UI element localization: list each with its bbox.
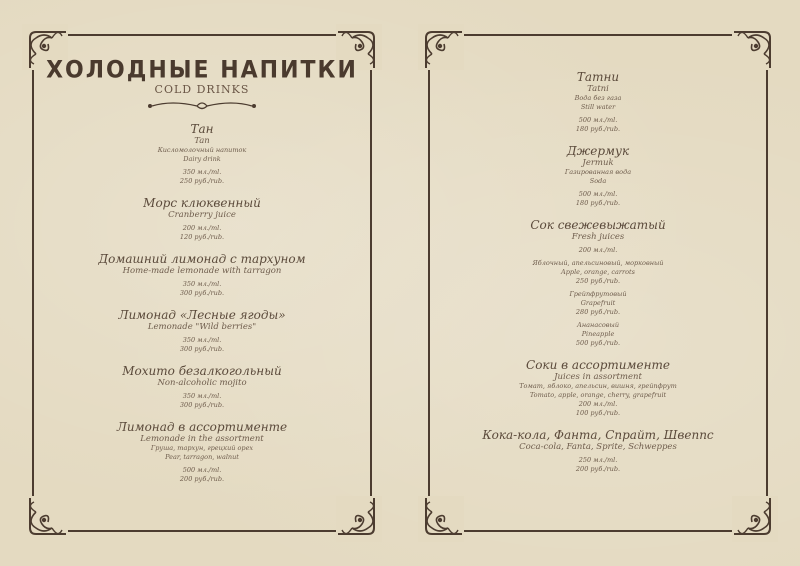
item-name-en: Lemonade "Wild berries" [147, 322, 257, 332]
juice-variant: Яблочный, апельсиновый, морковный [532, 259, 664, 267]
item-description: Томат, яблоко, апельсин, вишня, грейпфрут [519, 382, 677, 390]
item-name-en: Home-made lemonade with tarragon [122, 266, 282, 276]
item-volume: 350 мл./ml. [182, 392, 222, 400]
menu-item [442, 70, 754, 134]
page-subtitle: COLD DRINKS [154, 83, 250, 96]
item-description: Газированная вода [564, 168, 632, 176]
item-name: Джермук [566, 144, 630, 158]
item-name: Мохито безалкогольный [122, 364, 282, 378]
menu-item [46, 122, 358, 186]
item-volume: 350 мл./ml. [182, 168, 222, 176]
item-price: 120 руб./rub. [179, 233, 225, 241]
juice-variant-en: Grapefruit [580, 299, 616, 307]
menu-item [46, 252, 358, 298]
item-price: 500 руб./rub. [575, 339, 621, 347]
item-description: Груша, тархун, грецкий орех [150, 444, 254, 452]
item-name-en: Juices in assortment [554, 372, 642, 382]
item-name: Кока-кола, Фанта, Спрайт, Швеппс [482, 428, 714, 442]
item-volume: 500 мл./ml. [578, 116, 618, 124]
item-name-en: Coca-cola, Fanta, Sprite, Schweppes [519, 442, 677, 452]
item-volume: 250 мл./ml. [578, 456, 618, 464]
page-title: ХОЛОДНЫЕ НАПИТКИ [46, 56, 358, 85]
item-volume: 500 мл./ml. [578, 190, 618, 198]
item-price: 280 руб./rub. [575, 308, 621, 316]
item-name-en: Non-alcoholic mojito [157, 378, 247, 388]
item-name-en: Jermuk [582, 158, 614, 168]
item-name: Тан [190, 122, 214, 136]
menu-item [46, 420, 358, 484]
juice-variant-en: Pineapple [581, 330, 615, 338]
menu-item [442, 144, 754, 208]
menu-item [46, 308, 358, 354]
item-price: 300 руб./rub. [179, 401, 225, 409]
item-description-en: Dairy drink [183, 155, 221, 163]
item-price: 180 руб./rub. [575, 199, 621, 207]
item-price: 100 руб./rub. [575, 409, 621, 417]
menu-item [46, 196, 358, 242]
item-name: Домашний лимонад с тархуном [98, 252, 306, 266]
item-volume: 350 мл./ml. [182, 336, 222, 344]
item-volume: 500 мл./ml. [182, 466, 222, 474]
item-volume: 350 мл./ml. [182, 280, 222, 288]
item-description-en: Tomato, apple, orange, cherry, grapefruit [529, 391, 667, 399]
item-price: 250 руб./rub. [575, 277, 621, 285]
item-name-en: Cranberry juice [168, 210, 236, 220]
item-volume: 200 мл./ml. [578, 400, 618, 408]
item-name-en: Fresh juices [571, 232, 625, 242]
item-name: Лимонад в ассортименте [116, 420, 288, 434]
item-price: 300 руб./rub. [179, 345, 225, 353]
item-volume: 200 мл./ml. [182, 224, 222, 232]
item-name-en: Lemonade in the assortment [140, 434, 264, 444]
menu-item [442, 358, 754, 418]
menu-item [442, 428, 754, 474]
juice-variant-en: Apple, orange, carrots [561, 268, 635, 276]
item-volume: 200 мл./ml. [578, 246, 618, 254]
left-page [26, 28, 378, 538]
menu-item [442, 218, 754, 348]
item-price: 200 руб./rub. [575, 465, 621, 473]
item-description-en: Pear, tarragon, walnut [165, 453, 239, 461]
item-price: 250 руб./rub. [179, 177, 225, 185]
juice-variant: Грейпфрутовый [569, 290, 627, 298]
item-name: Морс клюквенный [143, 196, 261, 210]
item-name: Лимонад «Лесные ягоды» [118, 308, 286, 322]
juice-variant: Ананасовый [576, 321, 620, 329]
ornament-divider-icon [142, 98, 262, 112]
right-page [422, 28, 774, 538]
item-description-en: Still water [580, 103, 616, 111]
item-price: 180 руб./rub. [575, 125, 621, 133]
item-name: Соки в ассортименте [526, 358, 670, 372]
item-description-en: Soda [589, 177, 607, 185]
menu-item [46, 364, 358, 410]
item-name: Сок свежевыжатый [530, 218, 666, 232]
item-description: Кисломолочный напиток [157, 146, 247, 154]
item-name-en: Tan [194, 136, 210, 146]
item-name: Татни [576, 70, 620, 84]
item-price: 300 руб./rub. [179, 289, 225, 297]
item-description: Вода без газа [574, 94, 622, 102]
item-price: 200 руб./rub. [179, 475, 225, 483]
item-name-en: Tatni [587, 84, 609, 94]
